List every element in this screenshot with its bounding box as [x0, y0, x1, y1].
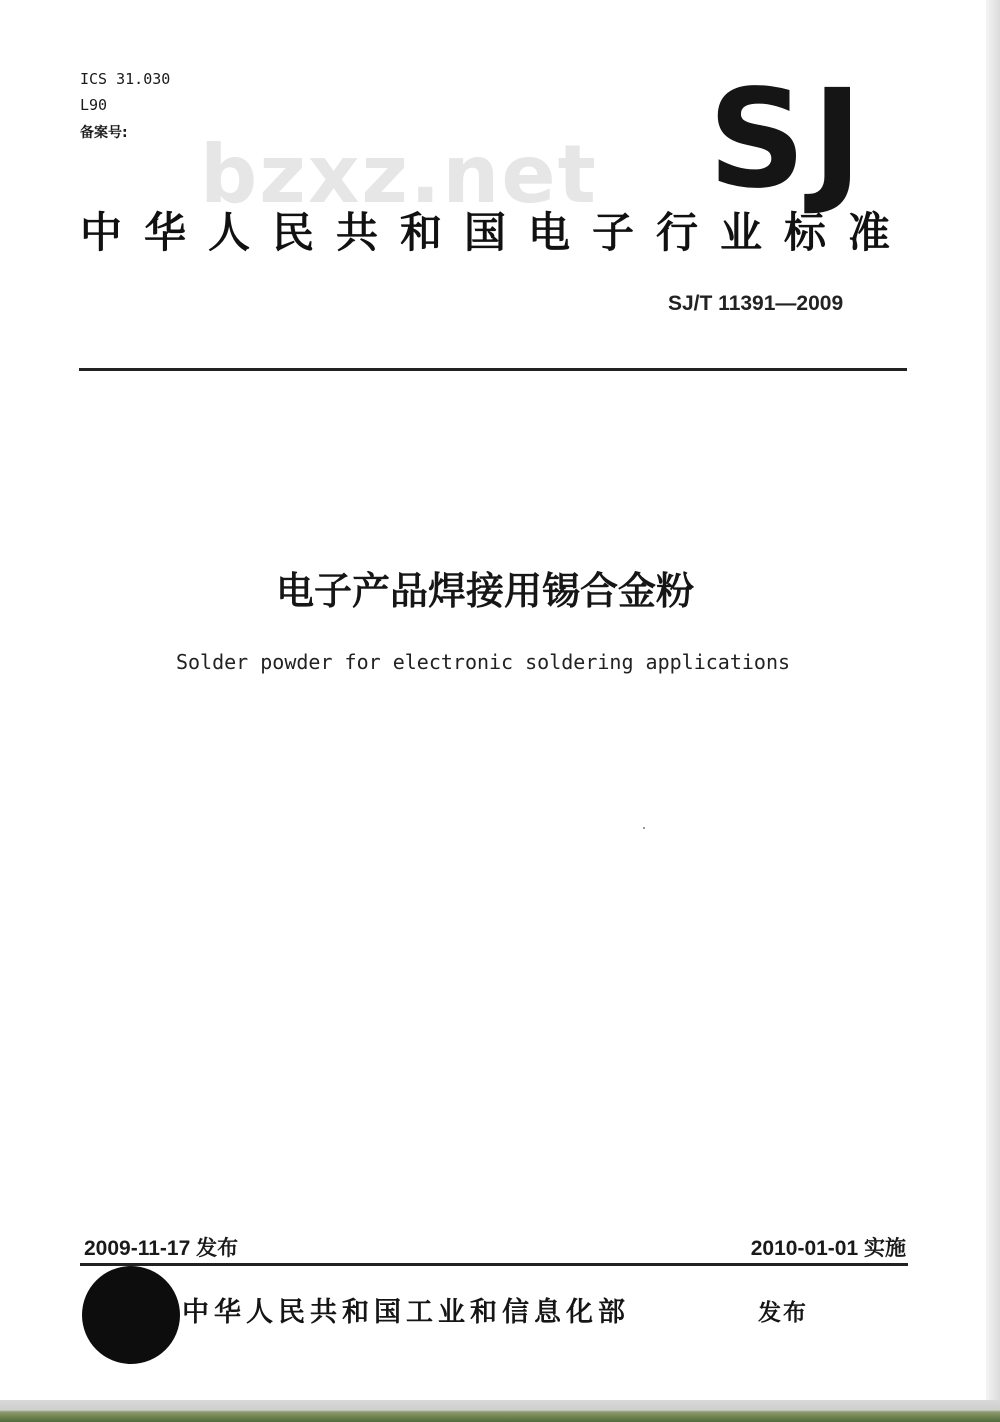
- publisher-suffix: 发布: [758, 1300, 808, 1326]
- watermark: bzxz.net: [200, 128, 598, 221]
- record-number-label: 备案号:: [80, 125, 128, 141]
- document-title-english: Solder powder for electronic soldering applications: [175, 650, 791, 674]
- ics-code: ICS 31.030: [80, 70, 171, 88]
- sj-logo: SJ: [708, 61, 869, 219]
- scan-speck: [643, 827, 645, 829]
- top-divider: [79, 368, 907, 371]
- page-right-edge: [986, 0, 1000, 1422]
- org-title: 中华人民共和国电子行业标准: [80, 208, 913, 257]
- classification-code: L90: [80, 96, 108, 114]
- issue-date: 2009-11-17 发布: [84, 1237, 239, 1260]
- publisher-name: 中华人民共和国工业和信息化部: [182, 1297, 630, 1328]
- page-bottom-edge: [0, 1400, 1000, 1422]
- bottom-divider: [80, 1263, 908, 1266]
- standard-code: SJ/T 11391—2009: [668, 292, 844, 315]
- seal-redaction-circle: [82, 1266, 180, 1364]
- effective-date: 2010-01-01 实施: [750, 1237, 906, 1260]
- document-title-chinese: 电子产品焊接用锡合金粉: [275, 569, 694, 613]
